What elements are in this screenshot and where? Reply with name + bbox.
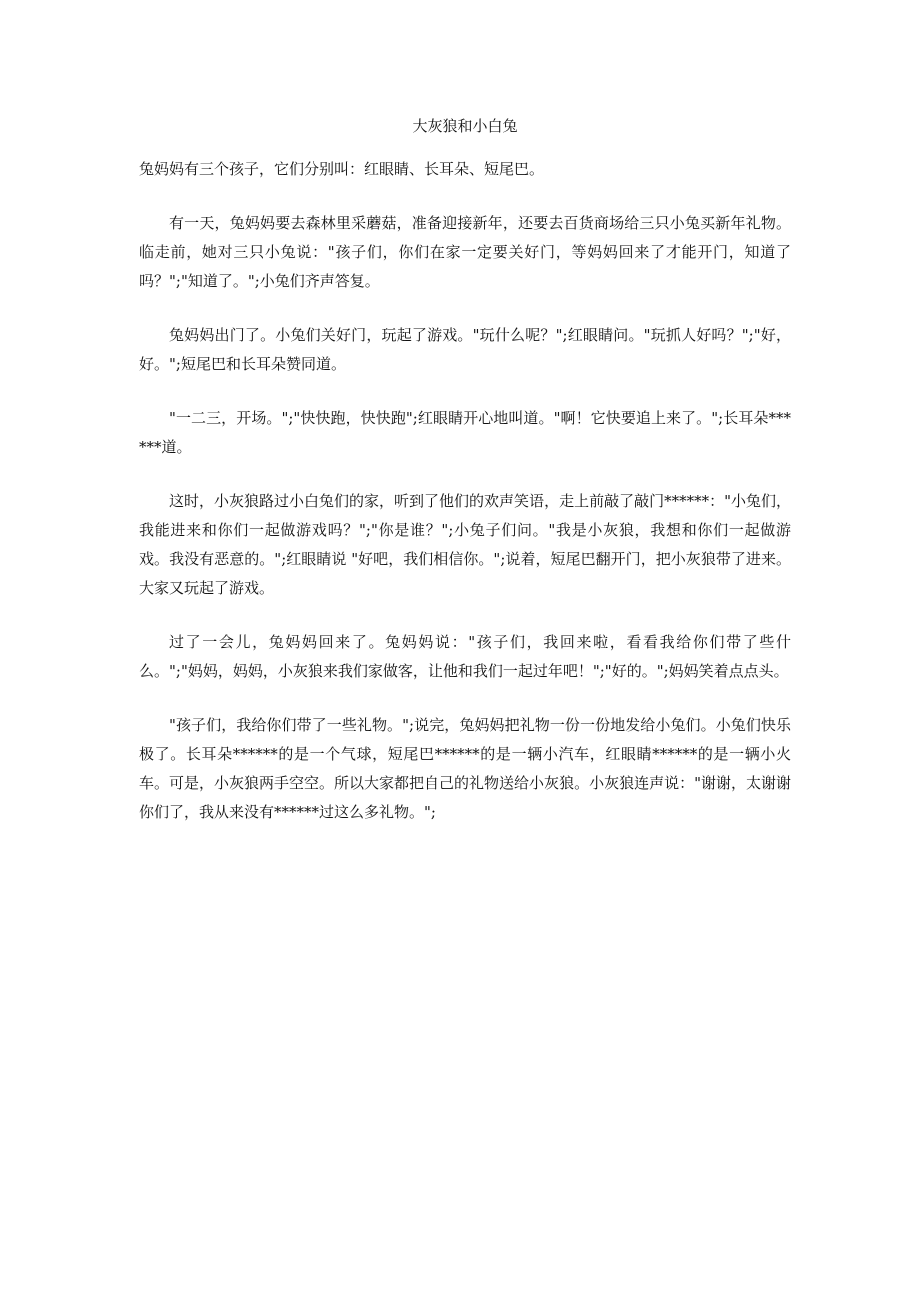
document-title: 大灰狼和小白兔 — [412, 117, 518, 135]
paragraph: 兔妈妈有三个孩子，它们分别叫：红眼睛、长耳朵、短尾巴。 — [139, 160, 545, 178]
paragraph: 有一天，兔妈妈要去森林里采蘑菇，准备迎接新年，还要去百货商场给三只小兔买新年礼物。临走前，她对三只小兔说："孩子们，你们在家一定要关好门，等妈妈回来了才能开门，知道了吗？";"知道了。";小兔们齐声答复。 — [139, 214, 791, 290]
paragraph: "孩子们，我给你们带了一些礼物。";说完，兔妈妈把礼物一份一份地发给小兔们。小兔们快乐极了。长耳朵******的是一个气球，短尾巴******的是一辆小汽车，红眼睛******的是一辆小火车。可是，小灰狼两手空空。所以大家都把自己的礼物送给小灰狼。小灰狼连声说："谢谢，太谢谢你们了，我从来没有******过这么多礼物。"; — [139, 716, 791, 821]
paragraph: "一二三，开场。";"快快跑，快快跑";红眼睛开心地叫道。"啊！它快要追上来了。";长耳朵******道。 — [139, 409, 791, 456]
document-page — [139, 112, 791, 852]
paragraph: 过了一会儿，兔妈妈回来了。兔妈妈说："孩子们，我回来啦，看看我给你们带了些什么。";"妈妈，妈妈，小灰狼来我们家做客，让他和我们一起过年吧！";"好的。";妈妈笑着点点头。 — [139, 633, 791, 680]
paragraph: 兔妈妈出门了。小兔们关好门，玩起了游戏。"玩什么呢？";红眼睛问。"玩抓人好吗？";"好，好。";短尾巴和长耳朵赞同道。 — [139, 326, 791, 373]
paragraph: 这时，小灰狼路过小白兔们的家，听到了他们的欢声笑语，走上前敲了敲门******："小兔们，我能进来和你们一起做游戏吗？";"你是谁？";小兔子们问。"我是小灰狼，我想和你们一起做游戏。我没有恶意的。";红眼睛说 "好吧，我们相信你。";说着，短尾巴翻开门，把小灰狼带了进来。大家又玩起了游戏。 — [139, 492, 791, 597]
